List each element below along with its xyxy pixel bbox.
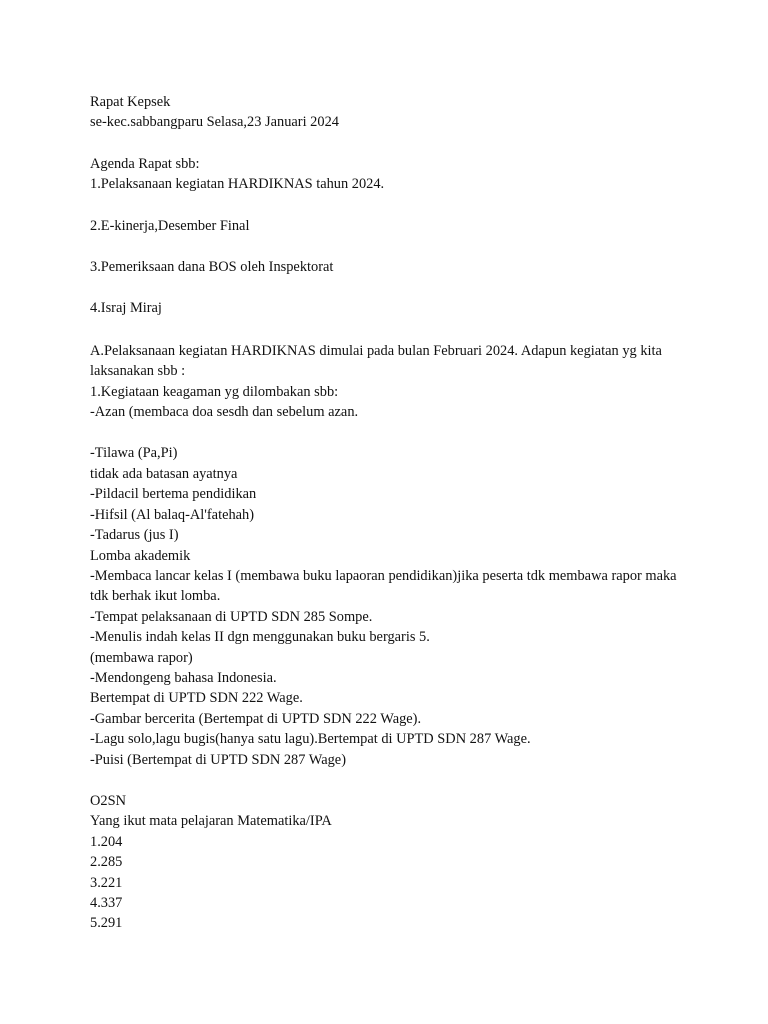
academic-heading: Lomba akademik bbox=[90, 547, 191, 564]
agenda-item-3: 3.Pemeriksaan dana BOS oleh Inspektorat bbox=[90, 259, 334, 276]
document-title: Rapat Kepsek bbox=[90, 94, 171, 110]
list-item-azan: -Azan (membaca doa sesdh dan sebelum azan. bbox=[90, 404, 359, 421]
o2sn-heading: O2SN bbox=[90, 792, 126, 809]
o2sn-school-1: 1.204 bbox=[90, 833, 123, 850]
list-item-gambar: -Gambar bercerita (Bertempat di UPTD SDN 222 Wage). bbox=[90, 710, 422, 727]
list-item-tadarus: -Tadarus (jus I) bbox=[90, 527, 179, 544]
document-subtitle: se-kec.sabbangparu Selasa,23 Januari 2024 bbox=[90, 114, 339, 131]
list-item-tempat: -Tempat pelaksanaan di UPTD SDN 285 Sompe. bbox=[90, 608, 373, 625]
list-item-tilawa-note: tidak ada batasan ayatnya bbox=[90, 465, 238, 482]
list-item-tilawa: -Tilawa (Pa,Pi) bbox=[90, 445, 178, 462]
list-item-puisi: -Puisi (Bertempat di UPTD SDN 287 Wage) bbox=[90, 751, 346, 768]
document-body bbox=[90, 92, 690, 934]
list-item-pildacil: -Pildacil bertema pendidikan bbox=[90, 486, 257, 503]
o2sn-school-3: 3.221 bbox=[90, 874, 123, 891]
o2sn-subheading: Yang ikut mata pelajaran Matematika/IPA bbox=[90, 813, 332, 830]
list-item-hifsil: -Hifsil (Al balaq-Al'fatehah) bbox=[90, 506, 255, 523]
agenda-item-4: 4.Israj Miraj bbox=[90, 300, 162, 317]
section-a-intro: A.Pelaksanaan kegiatan HARDIKNAS dimulai pada bulan Februari 2024. Adapun kegiatan yg kita laksanakan sbb : bbox=[90, 342, 662, 380]
list-item-menulis-note: (membawa rapor) bbox=[90, 649, 193, 666]
o2sn-school-5: 5.291 bbox=[90, 915, 123, 932]
list-item-membaca: -Membaca lancar kelas I (membawa buku lapaoran pendidikan)jika peserta tdk membawa rapor maka tdk berhak ikut lomba. bbox=[90, 567, 677, 605]
list-item-mendongeng: -Mendongeng bahasa Indonesia. bbox=[90, 669, 277, 686]
list-item-mendongeng-place: Bertempat di UPTD SDN 222 Wage. bbox=[90, 690, 303, 707]
list-item-menulis: -Menulis indah kelas II dgn menggunakan buku bergaris 5. bbox=[90, 629, 430, 646]
agenda-heading: Agenda Rapat sbb: bbox=[90, 155, 200, 172]
list-item-lagu: -Lagu solo,lagu bugis(hanya satu lagu).Bertempat di UPTD SDN 287 Wage. bbox=[90, 731, 531, 748]
religious-heading: 1.Kegiataan keagaman yg dilombakan sbb: bbox=[90, 383, 339, 400]
agenda-item-2: 2.E-kinerja,Desember Final bbox=[90, 217, 250, 234]
o2sn-school-4: 4.337 bbox=[90, 895, 123, 911]
agenda-item-1: 1.Pelaksanaan kegiatan HARDIKNAS tahun 2024. bbox=[90, 176, 385, 193]
o2sn-school-2: 2.285 bbox=[90, 854, 123, 871]
